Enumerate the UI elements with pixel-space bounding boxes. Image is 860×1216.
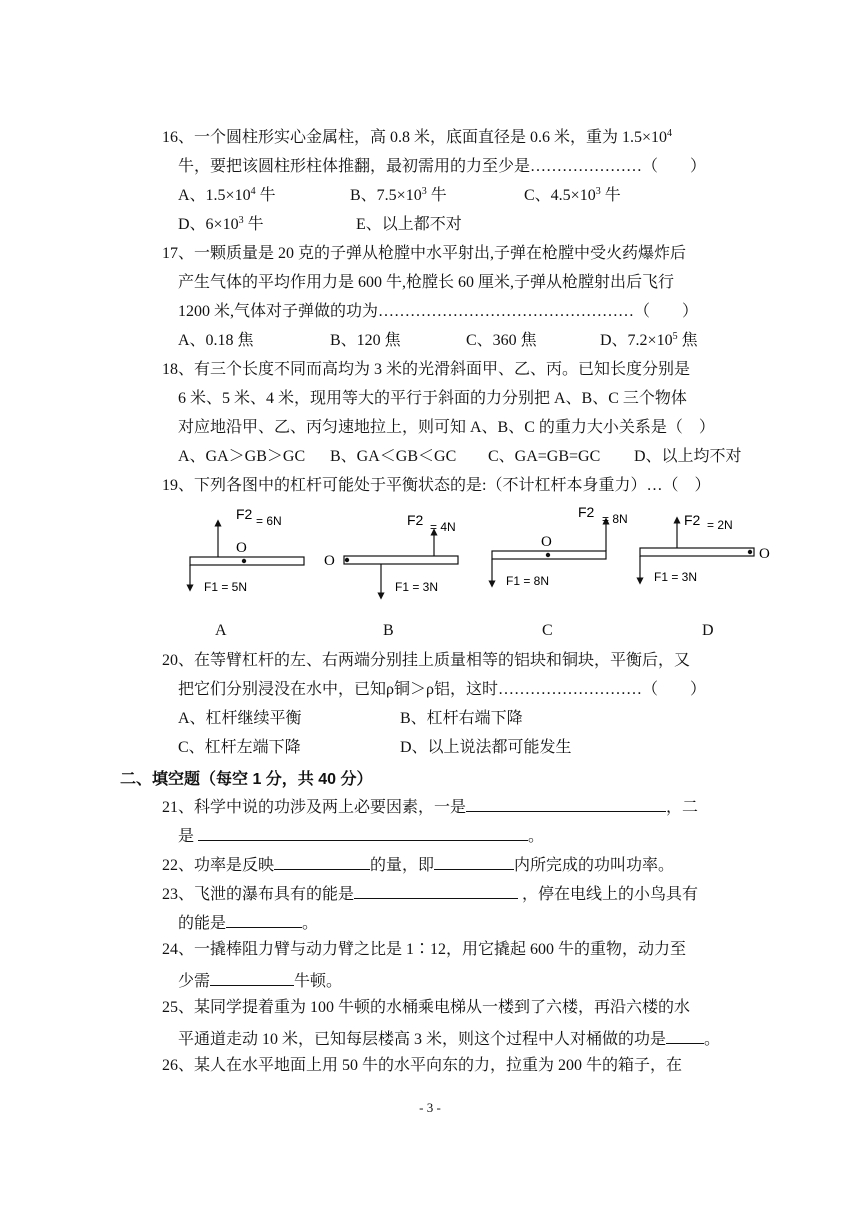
lever-bar-b: [344, 556, 458, 564]
f2-value-a: = 6N: [256, 514, 282, 528]
q23-line1: 23、飞泄的瀑布具有的能是 ，停在电线上的小鸟具有: [162, 882, 698, 905]
q24-blank[interactable]: [210, 969, 294, 986]
f2-value-d: = 2N: [707, 518, 733, 532]
q23-line2: 的能是 。: [178, 911, 318, 934]
f1-label-d: F1 = 3N: [654, 570, 698, 584]
q22-blank-1[interactable]: [274, 853, 370, 870]
q16-line2: 牛，要把该圆柱形柱体推翻，最初需用的力至少是…………………（ ）: [178, 158, 707, 175]
q23-blank-2[interactable]: [226, 911, 302, 928]
q22-blank-2[interactable]: [434, 853, 514, 870]
q18-option-d: D、以上均不对: [634, 448, 742, 465]
lever-figure-b: [324, 512, 458, 596]
f2-label-b: F2: [407, 512, 424, 528]
q17-line2: 产生气体的平均作用力是 600 牛,枪膛长 60 厘米,子弹从枪膛射出后飞行: [178, 274, 675, 291]
pivot-dot-a: [242, 559, 246, 563]
q23-blank-1[interactable]: [354, 882, 518, 899]
pivot-label-c: O: [541, 534, 552, 550]
f2-label-d: F2: [684, 512, 701, 528]
q18-line1: 18、有三个长度不同而高均为 3 米的光滑斜面甲、乙、丙。已知长度分别是: [162, 361, 691, 378]
f2-value-b: = 4N: [430, 520, 456, 534]
q25-line2: 平通道走动 10 米，已知每层楼高 3 米，则这个过程中人对桶做的功是 。: [178, 1027, 720, 1050]
q20-option-b: B、杠杆右端下降: [400, 710, 523, 727]
q25-blank[interactable]: [666, 1027, 704, 1044]
q18-option-b: B、GA＜GB＜GC: [330, 448, 457, 465]
lever-diagrams: [0, 495, 860, 645]
lever-figure-a: [190, 506, 304, 594]
lever-figure-c: [492, 504, 628, 588]
q21-blank-2[interactable]: [198, 824, 528, 841]
q18-line2: 6 米、5 米、4 米，现用等大的平行于斜面的力分别把 A、B、C 三个物体: [178, 390, 687, 407]
q20-option-a: A、杠杆继续平衡: [178, 710, 302, 727]
f2-label-a: F2: [236, 506, 253, 522]
f1-label-a: F1 = 5N: [204, 580, 248, 594]
lever-bar-a: [190, 557, 304, 565]
q20-option-d: D、以上说法都可能发生: [400, 739, 572, 756]
q16-option-a: A、$1.5\times 10^4$ 牛: [178, 186, 276, 204]
q21-blank-1[interactable]: [466, 795, 666, 812]
q17-line3: 1200 米,气体对子弹做的功为…………………………………………（ ）: [178, 303, 699, 320]
q16-line1: 16、一个圆柱形实心金属柱，高 0.8 米，底面直径是 0.6 米，重为 $1.5\times 10^4$: [162, 128, 673, 146]
q19-line1: 19、下列各图中的杠杆可能处于平衡状态的是:（不计杠杆本身重力）…（ ）: [162, 477, 711, 494]
q18-option-c: C、GA=GB=GC: [488, 448, 601, 465]
q18-line3: 对应地沿甲、乙、丙匀速地拉上，则可知 A、B、C 的重力大小关系是（ ）: [178, 419, 715, 436]
section-heading: 二、填空题（每空 1 分，共 40 分）: [120, 771, 373, 788]
pivot-label-d: O: [759, 546, 770, 562]
lever-figure-d: [640, 512, 770, 584]
q21-line1: 21、科学中说的功涉及两上必要因素，一是 ，二: [162, 795, 698, 818]
q16-option-c: C、$4.5\times 10^3$ 牛: [524, 186, 621, 204]
f2-value-c: = 8N: [602, 512, 628, 526]
q22-line1: 22、功率是反映 的量，即 内所完成的功叫功率。: [162, 853, 674, 876]
q26-line1: 26、某人在水平地面上用 50 牛的水平向东的力，拉重为 200 牛的箱子，在: [162, 1057, 683, 1074]
q17-option-b: B、120 焦: [330, 332, 401, 349]
q21-line2: 是 。: [178, 824, 544, 847]
q17-option-a: A、0.18 焦: [178, 332, 254, 349]
q20-line2: 把它们分别浸没在水中，已知ρ铜＞ρ铝，这时………………………（ ）: [178, 681, 706, 698]
page-number: - 3 -: [419, 1100, 441, 1115]
q25-line1: 25、某同学提着重为 100 牛顿的水桶乘电梯从一楼到了六楼，再沿六楼的水: [162, 999, 691, 1016]
pivot-label-b: O: [324, 553, 335, 569]
q20-option-c: C、杠杆左端下降: [178, 739, 301, 756]
figure-label-b: B: [383, 622, 394, 639]
q24-line1: 24、一撬棒阻力臂与动力臂之比是 1∶12，用它撬起 600 牛的重物，动力至: [162, 941, 687, 958]
pivot-dot-d: [748, 550, 752, 554]
figure-label-a: A: [215, 622, 227, 639]
q16-option-e: E、以上都不对: [356, 216, 462, 233]
q17-option-d: D、$7.2\times 10^5$ 焦: [600, 331, 698, 349]
q16-option-b: B、$7.5\times 10^3$ 牛: [350, 186, 447, 204]
f2-label-c: F2: [578, 504, 595, 520]
q20-line1: 20、在等臂杠杆的左、右两端分别挂上质量相等的铝块和铜块，平衡后，又: [162, 652, 691, 669]
pivot-dot-c: [546, 553, 550, 557]
f1-label-c: F1 = 8N: [506, 574, 550, 588]
q18-option-a: A、GA＞GB＞GC: [178, 448, 306, 465]
f1-label-b: F1 = 3N: [395, 580, 439, 594]
pivot-dot-b: [345, 558, 349, 562]
figure-label-c: C: [542, 622, 553, 639]
q16-option-d: D、$6\times 10^3$ 牛: [178, 215, 264, 233]
figure-label-d: D: [702, 622, 714, 639]
q24-line2: 少需 牛顿。: [178, 969, 342, 992]
lever-bar-d: [640, 548, 754, 556]
q17-line1: 17、一颗质量是 20 克的子弹从枪膛中水平射出,子弹在枪膛中受火药爆炸后: [162, 245, 687, 262]
q17-option-c: C、360 焦: [466, 332, 537, 349]
pivot-label-a: O: [236, 540, 247, 556]
